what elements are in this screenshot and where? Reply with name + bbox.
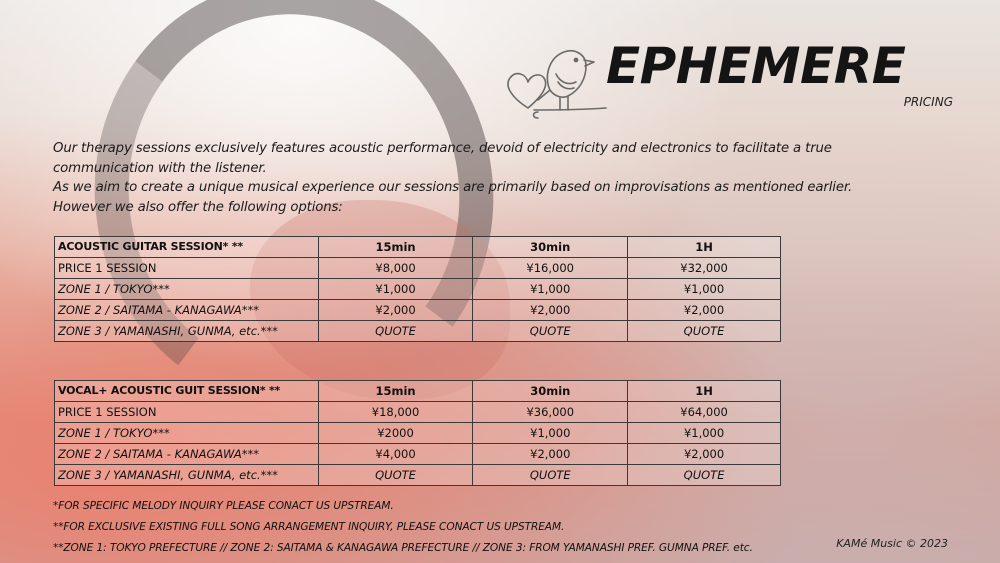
table-header-row [55,237,781,258]
table-cell: ¥16,000 [473,258,628,279]
table-cell: ¥2,000 [473,300,628,321]
table-header-cell: 15min [318,381,473,402]
table-cell: QUOTE [318,321,473,342]
table-cell: ¥2,000 [318,300,473,321]
table-cell: ¥2,000 [473,444,628,465]
table-header-cell: 30min [473,381,628,402]
intro-text [53,139,913,217]
table-header-cell: 1H [628,237,781,258]
page-subtitle: PRICING [903,95,953,109]
intro-line: As we aim to create a unique musical experience our sessions are primarily based on improvisations as mentioned earlier. [53,180,853,195]
table-cell: ¥36,000 [473,402,628,423]
table-cell: ¥32,000 [628,258,781,279]
intro-line: Our therapy sessions exclusively features acoustic performance, devoid of electricity and electronics to facilitate a true communication with the listener. [53,141,832,176]
table-header-row [55,381,781,402]
table-row [55,300,781,321]
footnote: **ZONE 1: TOKYO PREFECTURE // ZONE 2: SAITAMA & KANAGAWA PREFECTURE // ZONE 3: FROM YAMANASHI PREF. GUMNA PREF. etc. [53,542,753,554]
footnotes [53,496,813,559]
table-cell: ¥1,000 [473,423,628,444]
vocal-acoustic-price-table [54,380,781,486]
table-cell: PRICE 1 SESSION [55,258,319,279]
copyright: KAMé Music © 2023 [836,537,948,550]
table-cell: ¥2000 [318,423,473,444]
table-cell: ZONE 1 / TOKYO*** [55,279,319,300]
table-cell: ZONE 3 / YAMANASHI, GUNMA, etc.*** [55,321,319,342]
table-header-cell: 15min [318,237,473,258]
acoustic-guitar-price-table [54,236,781,342]
logo [498,38,968,130]
table-cell: ¥2,000 [628,444,781,465]
table-header-cell: VOCAL+ ACOUSTIC GUIT SESSION* ** [55,381,319,402]
table-cell: ¥1,000 [628,279,781,300]
brand-title: EPHEMERE [606,37,906,95]
table-row [55,258,781,279]
table-cell: ¥4,000 [318,444,473,465]
table-row [55,321,781,342]
table-header-cell: 30min [473,237,628,258]
table-row [55,423,781,444]
table-cell: ¥1,000 [473,279,628,300]
table-cell: ¥2,000 [628,300,781,321]
intro-line: However we also offer the following options: [53,199,343,215]
table-row [55,402,781,423]
table-row [55,465,781,486]
table-cell: QUOTE [473,321,628,342]
table-cell: ¥1,000 [628,423,781,444]
table-cell: PRICE 1 SESSION [55,402,319,423]
table-cell: ZONE 1 / TOKYO*** [55,423,319,444]
table-cell: ¥18,000 [318,402,473,423]
table-row [55,444,781,465]
table-cell: QUOTE [628,465,781,486]
table-cell: QUOTE [473,465,628,486]
table-cell: ZONE 2 / SAITAMA - KANAGAWA*** [55,444,319,465]
table-cell: ¥64,000 [628,402,781,423]
table-cell: ¥8,000 [318,258,473,279]
footnote: **FOR EXCLUSIVE EXISTING FULL SONG ARRANGEMENT INQUIRY, PLEASE CONACT US UPSTREAM. [53,521,565,533]
bird-on-heart-icon [498,38,610,128]
table-cell: ZONE 3 / YAMANASHI, GUNMA, etc.*** [55,465,319,486]
table-header-cell: 1H [628,381,781,402]
footnote: *FOR SPECIFIC MELODY INQUIRY PLEASE CONACT US UPSTREAM. [53,500,394,512]
table-cell: ¥1,000 [318,279,473,300]
table-row [55,279,781,300]
table-header-cell: ACOUSTIC GUITAR SESSION* ** [55,237,319,258]
table-cell: QUOTE [628,321,781,342]
table-cell: QUOTE [318,465,473,486]
table-cell: ZONE 2 / SAITAMA - KANAGAWA*** [55,300,319,321]
